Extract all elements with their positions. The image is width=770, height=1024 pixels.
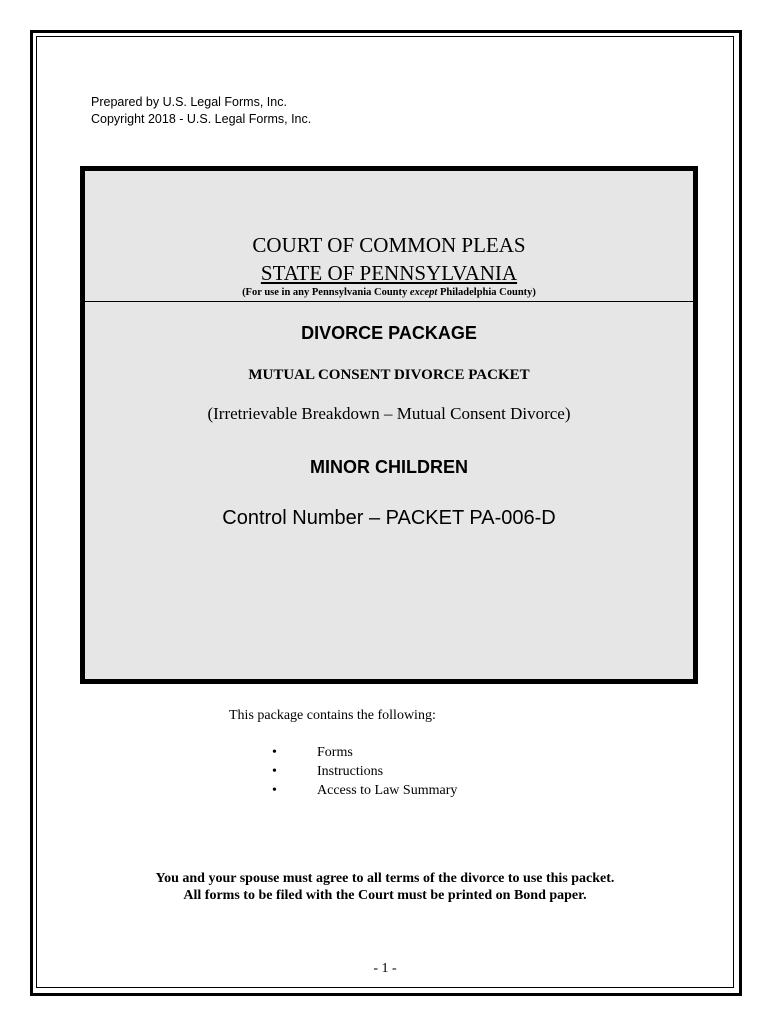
grounds-text: (Irretrievable Breakdown – Mutual Consent Divorce) (207, 404, 571, 423)
county-note (85, 287, 693, 298)
list-item (272, 764, 383, 780)
prepared-by-text: Prepared by U.S. Legal Forms, Inc. (91, 95, 287, 109)
packet-type: MUTUAL CONSENT DIVORCE PACKET (248, 367, 530, 383)
bullet-icon: • (272, 783, 277, 798)
preparer-block (91, 94, 311, 128)
list-item (272, 745, 353, 761)
title-box (80, 166, 698, 684)
list-item (272, 783, 457, 799)
list-item-label: Forms (317, 745, 353, 760)
bullet-icon: • (272, 764, 277, 779)
children-heading: MINOR CHILDREN (310, 457, 468, 477)
list-item-label: Instructions (317, 764, 384, 779)
bond-paper-note: All forms to be filed with the Court must be printed on Bond paper. (183, 888, 587, 903)
court-title: COURT OF COMMON PLEAS (252, 233, 526, 257)
control-number: Control Number – PACKET PA-006-D (222, 507, 556, 529)
page-number: - 1 - (373, 961, 397, 976)
county-note-prefix: (For use in any Pennsylvania County (242, 287, 410, 298)
state-title: STATE OF PENNSYLVANIA (260, 261, 518, 285)
agreement-note: You and your spouse must agree to all terms of the divorce to use this packet. (155, 871, 615, 886)
county-note-except: except (409, 287, 438, 298)
list-item-label: Access to Law Summary (317, 783, 458, 798)
county-note-suffix: Philadelphia County) (437, 287, 536, 298)
title-divider (85, 301, 693, 302)
contents-intro: This package contains the following: (229, 708, 436, 723)
copyright-text: Copyright 2018 - U.S. Legal Forms, Inc. (91, 112, 312, 126)
package-title: DIVORCE PACKAGE (301, 323, 477, 343)
bullet-icon: • (272, 745, 277, 760)
